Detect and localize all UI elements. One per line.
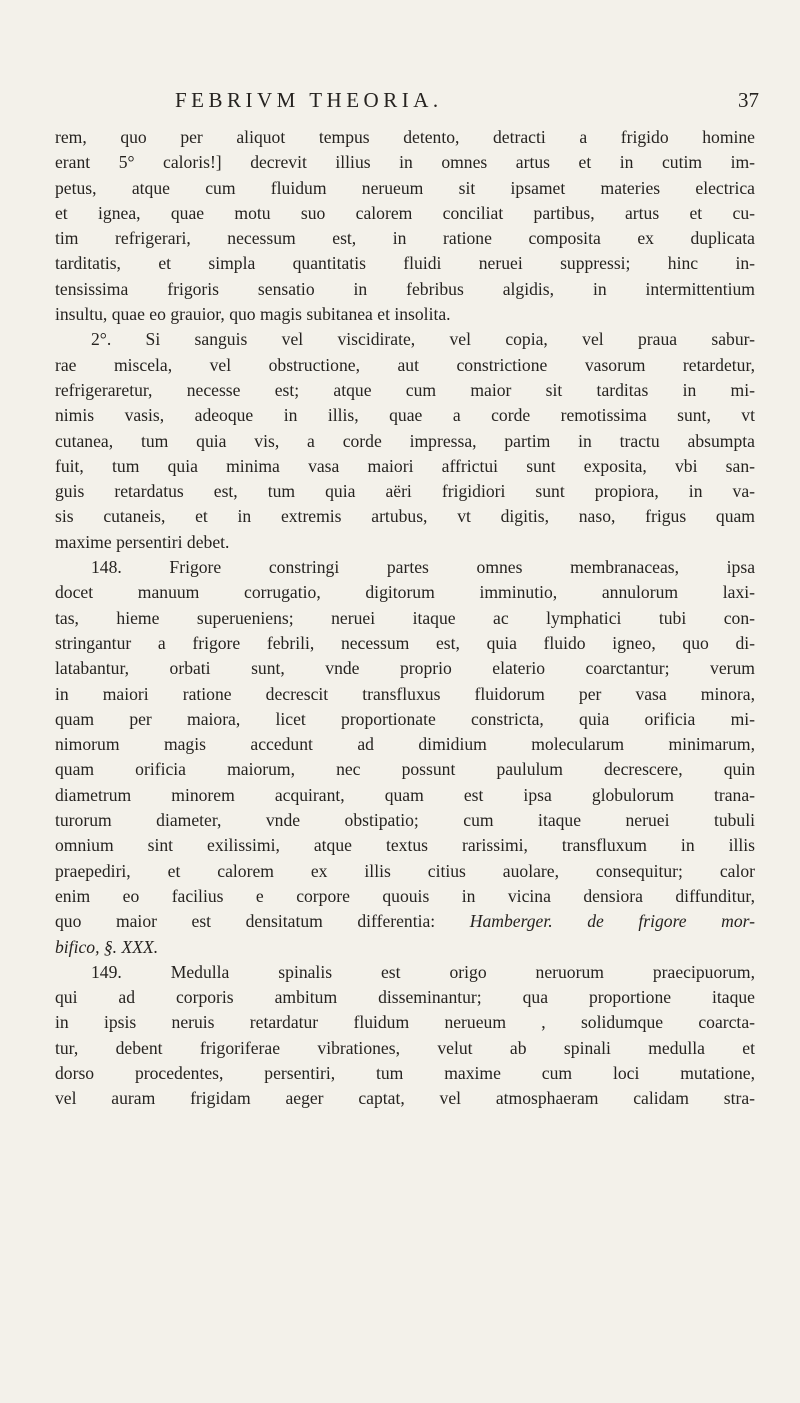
text-line: sis cutaneis, et in extremis artubus, vt digitis, naso, frigus quam (55, 506, 755, 527)
text-line: praepediri, et calorem ex illis citius auolare, consequitur; calor (55, 860, 755, 881)
text-line: dorso procedentes, persentiri, tum maxime cum loci mutatione, (55, 1062, 755, 1083)
text-line: et ignea, quae motu suo calorem conciliat partibus, artus et cu- (55, 202, 755, 223)
body-text (55, 125, 755, 1112)
text-line: qui ad corporis ambitum disseminantur; qua proportione itaque (55, 987, 755, 1008)
text-line: cutanea, tum quia vis, a corde impressa, partim in tractu absumpta (55, 430, 755, 451)
text-line: in ipsis neruis retardatur fluidum nerueum , solidumque coarcta- (55, 1012, 755, 1033)
text-line: omnium sint exilissimi, atque textus rarissimi, transfluxum in illis (55, 835, 755, 856)
text-line: tensissima frigoris sensatio in febribus algidis, in intermittentium (55, 278, 755, 299)
text-line: tim refrigerari, necessum est, in ratione composita ex duplicata (55, 228, 755, 249)
text-line: nimorum magis accedunt ad dimidium molecularum minimarum, (55, 734, 755, 755)
text-line: 2°. Si sanguis vel viscidirate, vel copia, vel praua sabur- (91, 329, 755, 350)
text-line: diametrum minorem acquirant, quam est ipsa globulorum trana- (55, 784, 755, 805)
text-fragment: quo maior est densitatum differentia: (55, 911, 436, 932)
text-line: quam orificia maiorum, nec possunt paululum decrescere, quin (55, 759, 755, 780)
text-line: nimis vasis, adeoque in illis, quae a corde remotissima sunt, vt (55, 405, 755, 426)
text-line: 149. Medulla spinalis est origo neruorum praecipuorum, (91, 961, 755, 982)
text-line: in maiori ratione decrescit transfluxus fluidorum per vasa minora, (55, 683, 755, 704)
page-number: 37 (738, 88, 759, 112)
page-header (0, 88, 800, 118)
text-line: turorum diameter, vnde obstipatio; cum itaque neruei tubuli (55, 810, 755, 831)
paragraph-148 (55, 555, 755, 960)
text-line: tarditatis, et simpla quantitatis fluidi neruei suppressi; hinc in- (55, 253, 755, 274)
paragraph-2 (55, 327, 755, 555)
text-line: 148. Frigore constringi partes omnes membranaceas, ipsa (91, 557, 755, 578)
text-line: fuit, tum quia minima vasa maiori affrictui sunt exposita, vbi san- (55, 455, 755, 476)
text-line: docet manuum corrugatio, digitorum imminutio, annulorum laxi- (55, 582, 755, 603)
text-line: latabantur, orbati sunt, vnde proprio elaterio coarctantur; verum (55, 658, 755, 679)
text-line: erant 5° caloris!] decrevit illius in omnes artus et in cutim im- (55, 152, 755, 173)
text-line: refrigeraretur, necesse est; atque cum maior sit tarditas in mi- (55, 379, 755, 400)
text-line: stringantur a frigore febrili, necessum est, quia fluido igneo, quo di- (55, 632, 755, 653)
text-line: quam per maiora, licet proportionate constricta, quia orificia mi- (55, 708, 755, 729)
text-line: petus, atque cum fluidum nerueum sit ipsamet materies electrica (55, 177, 755, 198)
citation-end: bifico, §. XXX. (55, 936, 159, 957)
text-line: vel auram frigidam aeger captat, vel atmosphaeram calidam stra- (55, 1088, 755, 1109)
text-line: rem, quo per aliquot tempus detento, detracti a frigido homine (55, 127, 755, 147)
text-line: rae miscela, vel obstructione, aut constrictione vasorum retardetur, (55, 354, 755, 375)
text-line: tur, debent frigoriferae vibrationes, velut ab spinali medulla et (55, 1037, 755, 1058)
text-line: maxime persentiri debet. (55, 531, 230, 552)
paragraph-149 (55, 960, 755, 1112)
paragraph-1 (55, 125, 755, 327)
citation: Hamberger. de frigore mor- (469, 911, 755, 932)
running-title: FEBRIVM THEORIA. (175, 88, 443, 112)
text-line: tas, hieme superueniens; neruei itaque ac lymphatici tubi con- (55, 607, 755, 628)
text-line-with-citation (55, 909, 755, 934)
text-line: enim eo facilius e corpore quouis in vicina densiora diffunditur, (55, 885, 755, 906)
text-line: guis retardatus est, tum quia aëri frigidiori sunt propiora, in va- (55, 481, 755, 502)
text-line: insultu, quae eo grauior, quo magis subitanea et insolita. (55, 304, 451, 325)
